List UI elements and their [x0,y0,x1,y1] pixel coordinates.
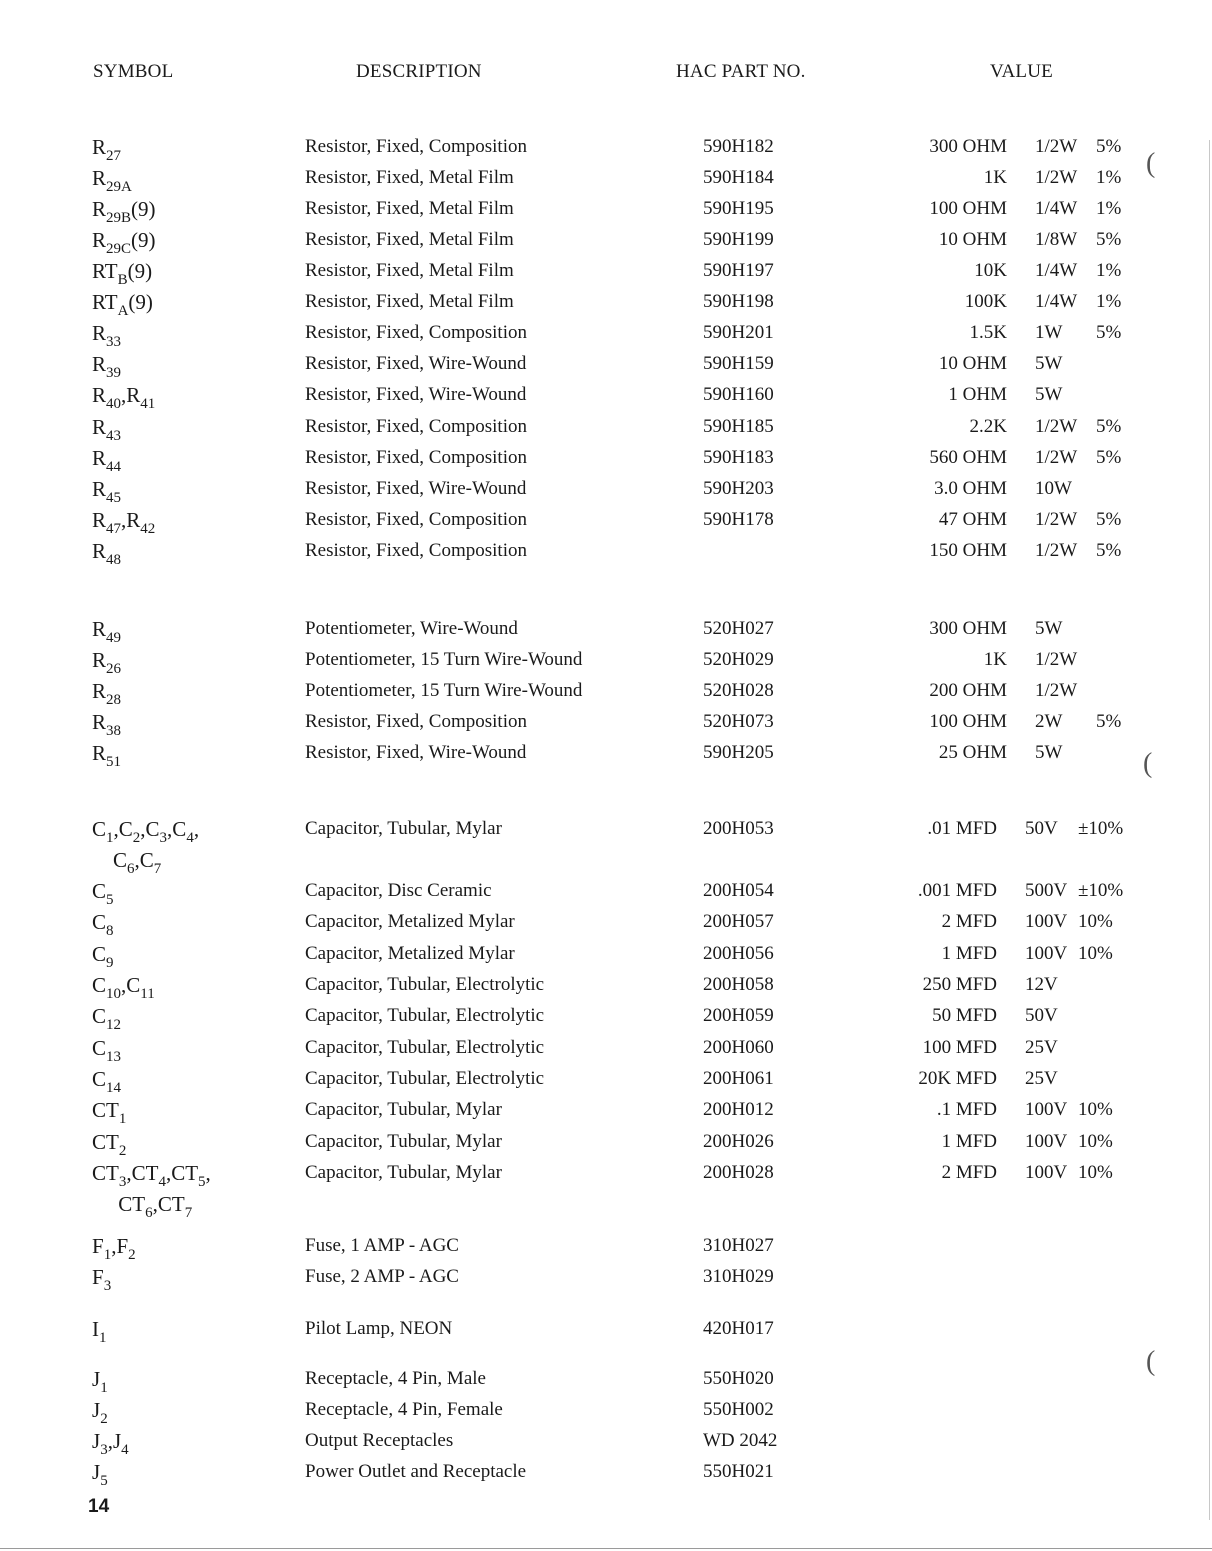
table-row [0,163,1212,193]
description-cell: Resistor, Fixed, Wire-Wound [305,353,527,374]
tolerance-cell: ±10% [1078,818,1124,839]
rating-cell: 1/4W [1035,291,1078,312]
table-row [0,970,1212,1000]
part-number-cell: 200H012 [703,1099,774,1120]
symbol-cell: $RT_B(9)$ [92,259,153,288]
symbol-cell: $C_6,C_7$ [92,848,162,877]
description-cell: Capacitor, Tubular, Electrolytic [305,1068,545,1089]
description-cell: Capacitor, Disc Ceramic [305,880,492,901]
description-cell: Capacitor, Tubular, Mylar [305,1131,502,1152]
symbol-cell: $R_{39}$ [92,352,122,381]
description-cell: Resistor, Fixed, Composition [305,540,527,561]
rating-cell: 1/2W [1035,447,1078,468]
symbol-cell: $C_8$ [92,910,114,939]
table-row [0,1231,1212,1261]
part-number-cell: 590H197 [703,260,774,281]
table-row [0,814,1212,844]
value-cell: 1K [983,167,1007,188]
header-description: DESCRIPTION [356,61,482,82]
description-cell: Output Receptacles [305,1430,454,1451]
description-cell: Resistor, Fixed, Composition [305,711,527,732]
part-number-cell: 520H027 [703,618,774,639]
tolerance-cell: 1% [1096,198,1122,219]
table-row [0,1158,1212,1188]
part-number-cell: 520H073 [703,711,774,732]
table-row [0,1095,1212,1125]
rating-cell: 5W [1035,353,1063,374]
symbol-cell: $I_1$ [92,1317,107,1346]
description-cell: Resistor, Fixed, Composition [305,416,527,437]
tolerance-cell: 5% [1096,711,1122,732]
rating-cell: 1/8W [1035,229,1078,250]
table-row [0,1127,1212,1157]
value-cell: 2 MFD [941,1162,997,1183]
symbol-cell: $C_1,C_2,C_3,C_4$, [92,817,200,846]
part-number-cell: 590H205 [703,742,774,763]
rating-cell: 100V [1025,1131,1068,1152]
part-number-cell: 200H028 [703,1162,774,1183]
symbol-cell: $R_{28}$ [92,679,122,708]
rating-cell: 10W [1035,478,1072,499]
part-number-cell: 590H160 [703,384,774,405]
rating-cell: 1/2W [1035,136,1078,157]
symbol-cell: $CT_6,CT_7$ [92,1192,193,1221]
description-cell: Potentiometer, Wire-Wound [305,618,518,639]
rating-cell: 1/2W [1035,167,1078,188]
table-row [0,443,1212,473]
rating-cell: 50V [1025,818,1058,839]
tolerance-cell: 10% [1078,1099,1113,1120]
symbol-cell: $R_{43}$ [92,415,122,444]
part-number-cell: 200H061 [703,1068,774,1089]
description-cell: Capacitor, Tubular, Mylar [305,818,502,839]
value-cell: 20K MFD [918,1068,997,1089]
tolerance-cell: 1% [1096,167,1122,188]
symbol-cell: $C_{10},C_{11}$ [92,973,155,1002]
tolerance-cell: ±10% [1078,880,1124,901]
table-row [0,1064,1212,1094]
tolerance-cell: 5% [1096,447,1122,468]
scan-edge [1209,140,1210,1520]
table-row [0,676,1212,706]
symbol-cell: $R_{47},R_{42}$ [92,508,156,537]
header-part-number: HAC PART NO. [676,61,806,82]
value-cell: 10K [974,260,1007,281]
value-cell: 100 OHM [929,711,1007,732]
value-cell: 250 MFD [922,974,997,995]
symbol-cell: $R_{51}$ [92,741,122,770]
part-number-cell: 310H027 [703,1235,774,1256]
tolerance-cell: 5% [1096,540,1122,561]
part-number-cell: 590H184 [703,167,774,188]
symbol-cell: $R_{29B}(9)$ [92,197,156,226]
description-cell: Pilot Lamp, NEON [305,1318,453,1339]
tolerance-cell: 10% [1078,1131,1113,1152]
rating-cell: 100V [1025,1162,1068,1183]
description-cell: Capacitor, Tubular, Electrolytic [305,1005,545,1026]
value-cell: 100 OHM [929,198,1007,219]
description-cell: Resistor, Fixed, Metal Film [305,291,514,312]
rating-cell: 25V [1025,1068,1058,1089]
tolerance-cell: 1% [1096,291,1122,312]
part-number-cell: 200H058 [703,974,774,995]
description-cell: Resistor, Fixed, Wire-Wound [305,384,527,405]
symbol-cell: $F_3$ [92,1265,112,1294]
tolerance-cell: 5% [1096,229,1122,250]
part-number-cell: 550H002 [703,1399,774,1420]
table-row [0,1395,1212,1425]
part-number-cell: 590H183 [703,447,774,468]
symbol-cell: $C_{14}$ [92,1067,122,1096]
part-number-cell: WD 2042 [703,1430,778,1451]
table-row [0,939,1212,969]
tolerance-cell: 5% [1096,416,1122,437]
rating-cell: 1/2W [1035,509,1078,530]
symbol-cell: $J_2$ [92,1398,108,1427]
value-cell: 1.5K [969,322,1007,343]
value-cell: 1 MFD [941,1131,997,1152]
symbol-cell: $R_{48}$ [92,539,122,568]
description-cell: Capacitor, Tubular, Mylar [305,1162,502,1183]
tolerance-cell: 10% [1078,1162,1113,1183]
rating-cell: 1/2W [1035,649,1078,670]
table-row [0,132,1212,162]
value-cell: 10 OHM [938,353,1007,374]
part-number-cell: 590H201 [703,322,774,343]
part-number-cell: 590H195 [703,198,774,219]
value-cell: .1 MFD [936,1099,997,1120]
part-number-cell: 590H185 [703,416,774,437]
description-cell: Resistor, Fixed, Metal Film [305,229,514,250]
description-cell: Power Outlet and Receptacle [305,1461,527,1482]
symbol-cell: $C_5$ [92,879,114,908]
tolerance-cell: 1% [1096,260,1122,281]
rating-cell: 5W [1035,618,1063,639]
rating-cell: 1/2W [1035,416,1078,437]
part-number-cell: 590H203 [703,478,774,499]
part-number-cell: 200H053 [703,818,774,839]
value-cell: 560 OHM [929,447,1007,468]
value-cell: 300 OHM [929,136,1007,157]
symbol-cell: $R_{40},R_{41}$ [92,383,156,412]
rating-cell: 1/4W [1035,260,1078,281]
rating-cell: 2W [1035,711,1063,732]
value-cell: 50 MFD [932,1005,997,1026]
symbol-cell: $F_1,F_2$ [92,1234,136,1263]
table-row [0,907,1212,937]
part-number-cell: 590H182 [703,136,774,157]
symbol-cell: $C_{13}$ [92,1036,122,1065]
value-cell: .001 MFD [917,880,997,901]
part-number-cell: 590H199 [703,229,774,250]
table-row [0,194,1212,224]
description-cell: Receptacle, 4 Pin, Female [305,1399,503,1420]
part-number-cell: 200H026 [703,1131,774,1152]
table-row [0,412,1212,442]
symbol-cell: $R_{26}$ [92,648,122,677]
scan-bottom-edge [0,1548,1212,1549]
table-row [0,318,1212,348]
value-cell: 3.0 OHM [934,478,1007,499]
value-cell: 2.2K [969,416,1007,437]
table-row [0,1001,1212,1031]
symbol-cell: $CT_3,CT_4,CT_5$, [92,1161,211,1190]
rating-cell: 50V [1025,1005,1058,1026]
symbol-cell: $R_{49}$ [92,617,122,646]
rating-cell: 100V [1025,943,1068,964]
description-cell: Resistor, Fixed, Composition [305,136,527,157]
symbol-cell: $C_{12}$ [92,1004,122,1033]
description-cell: Resistor, Fixed, Metal Film [305,260,514,281]
table-row [0,287,1212,317]
margin-mark: ( [1146,148,1156,179]
part-number-cell: 420H017 [703,1318,774,1339]
page-number: 14 [88,1496,110,1517]
value-cell: 100 MFD [922,1037,997,1058]
table-row [0,536,1212,566]
symbol-cell: $CT_1$ [92,1098,127,1127]
table-row [0,1364,1212,1394]
tolerance-cell: 5% [1096,509,1122,530]
part-number-cell: 200H059 [703,1005,774,1026]
tolerance-cell: 5% [1096,322,1122,343]
table-row [0,738,1212,768]
description-cell: Resistor, Fixed, Metal Film [305,167,514,188]
description-cell: Fuse, 2 AMP - AGC [305,1266,459,1287]
part-number-cell: 550H020 [703,1368,774,1389]
symbol-cell: $J_1$ [92,1367,108,1396]
table-row [0,707,1212,737]
table-row [0,349,1212,379]
description-cell: Receptacle, 4 Pin, Male [305,1368,486,1389]
table-row [0,1314,1212,1344]
table-row [0,614,1212,644]
part-number-cell: 520H029 [703,649,774,670]
description-cell: Resistor, Fixed, Composition [305,322,527,343]
value-cell: 2 MFD [941,911,997,932]
symbol-cell: $J_5$ [92,1460,108,1489]
header-symbol: SYMBOL [93,61,174,82]
table-row [0,1426,1212,1456]
value-cell: 1 OHM [948,384,1007,405]
table-row [0,225,1212,255]
table-row [0,845,1212,875]
description-cell: Resistor, Fixed, Composition [305,447,527,468]
description-cell: Capacitor, Tubular, Mylar [305,1099,502,1120]
rating-cell: 5W [1035,384,1063,405]
tolerance-cell: 10% [1078,943,1113,964]
symbol-cell: $R_{29A}$ [92,166,132,195]
value-cell: 25 OHM [938,742,1007,763]
part-number-cell: 200H056 [703,943,774,964]
description-cell: Potentiometer, 15 Turn Wire-Wound [305,649,583,670]
value-cell: 10 OHM [938,229,1007,250]
margin-mark: ( [1143,748,1153,779]
table-row [0,1189,1212,1219]
symbol-cell: $C_9$ [92,942,114,971]
table-row [0,474,1212,504]
value-cell: 300 OHM [929,618,1007,639]
value-cell: 1K [983,649,1007,670]
value-cell: 150 OHM [929,540,1007,561]
rating-cell: 100V [1025,1099,1068,1120]
value-cell: 100K [964,291,1007,312]
description-cell: Resistor, Fixed, Wire-Wound [305,742,527,763]
tolerance-cell: 10% [1078,911,1113,932]
description-cell: Resistor, Fixed, Wire-Wound [305,478,527,499]
part-number-cell: 550H021 [703,1461,774,1482]
table-row [0,645,1212,675]
part-number-cell: 590H178 [703,509,774,530]
rating-cell: 25V [1025,1037,1058,1058]
part-number-cell: 310H029 [703,1266,774,1287]
header-value: VALUE [990,61,1053,82]
description-cell: Potentiometer, 15 Turn Wire-Wound [305,680,583,701]
description-cell: Resistor, Fixed, Metal Film [305,198,514,219]
symbol-cell: $R_{44}$ [92,446,122,475]
part-number-cell: 520H028 [703,680,774,701]
symbol-cell: $R_{27}$ [92,135,122,164]
rating-cell: 500V [1025,880,1068,901]
rating-cell: 5W [1035,742,1063,763]
description-cell: Fuse, 1 AMP - AGC [305,1235,459,1256]
symbol-cell: $R_{38}$ [92,710,122,739]
symbol-cell: $R_{29C}(9)$ [92,228,156,257]
rating-cell: 1/2W [1035,540,1078,561]
part-number-cell: 200H060 [703,1037,774,1058]
value-cell: 47 OHM [938,509,1007,530]
rating-cell: 1/4W [1035,198,1078,219]
symbol-cell: $R_{33}$ [92,321,122,350]
table-row [0,380,1212,410]
description-cell: Capacitor, Metalized Mylar [305,911,515,932]
value-cell: 1 MFD [941,943,997,964]
table-row [0,505,1212,535]
rating-cell: 1W [1035,322,1063,343]
table-row [0,256,1212,286]
tolerance-cell: 5% [1096,136,1122,157]
value-cell: 200 OHM [929,680,1007,701]
description-cell: Capacitor, Tubular, Electrolytic [305,1037,545,1058]
table-row [0,1033,1212,1063]
margin-mark: ( [1146,1346,1156,1377]
symbol-cell: $R_{45}$ [92,477,122,506]
rating-cell: 12V [1025,974,1058,995]
description-cell: Resistor, Fixed, Composition [305,509,527,530]
table-row [0,1457,1212,1487]
part-number-cell: 590H159 [703,353,774,374]
part-number-cell: 200H057 [703,911,774,932]
description-cell: Capacitor, Metalized Mylar [305,943,515,964]
description-cell: Capacitor, Tubular, Electrolytic [305,974,545,995]
table-row [0,1262,1212,1292]
part-number-cell: 200H054 [703,880,774,901]
table-row [0,876,1212,906]
part-number-cell: 590H198 [703,291,774,312]
rating-cell: 1/2W [1035,680,1078,701]
rating-cell: 100V [1025,911,1068,932]
symbol-cell: $RT_A(9)$ [92,290,153,319]
symbol-cell: $CT_2$ [92,1130,127,1159]
symbol-cell: $J_3,J_4$ [92,1429,129,1458]
value-cell: .01 MFD [927,818,997,839]
